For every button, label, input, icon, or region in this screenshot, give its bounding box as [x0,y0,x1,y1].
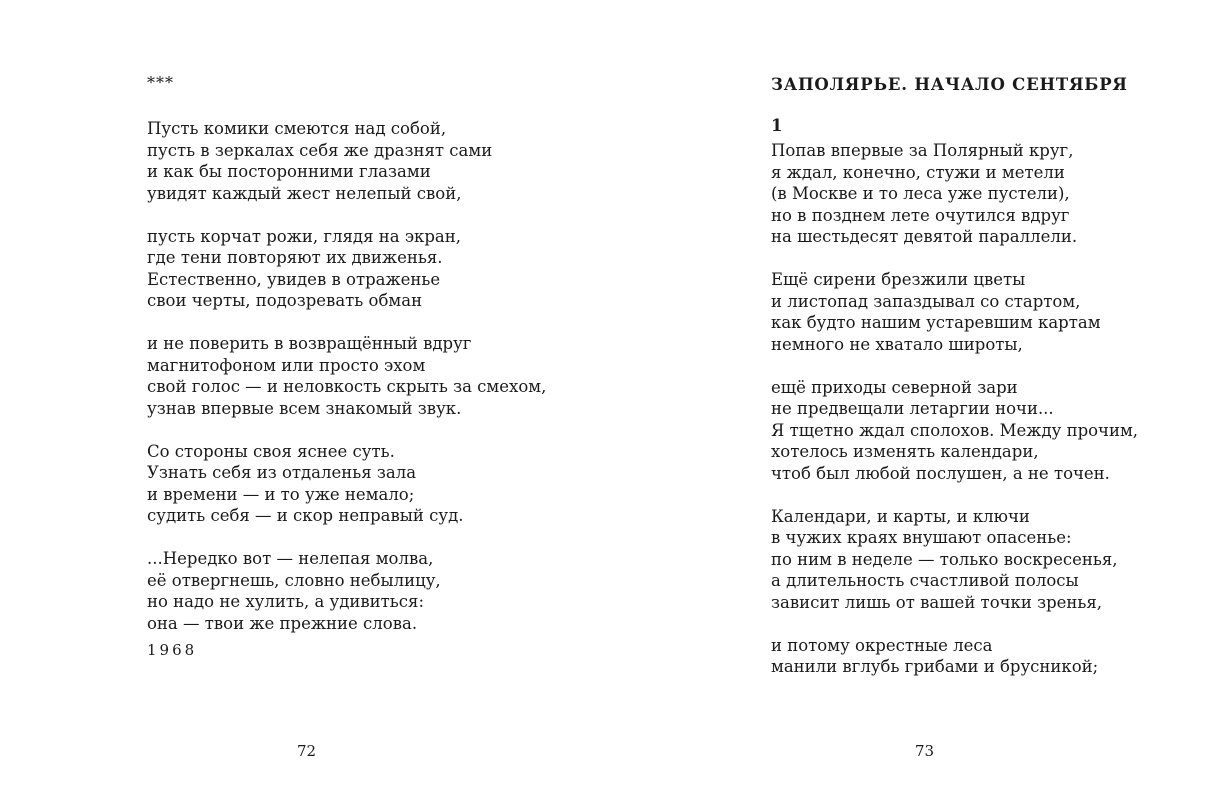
poem-line: Узнать себя из отдаленья зала [147,463,417,482]
poem-line: узнав впервые всем знакомый звук. [147,398,462,418]
poem-line: увидят каждый жест нелепый свой, [147,183,462,203]
stanza [147,333,546,419]
page-number: 73 [915,742,935,760]
right-page [615,0,1230,800]
poem-line: Ещё сирени брезжили цветы [771,270,1026,289]
poem-line: она — твои же прежние слова. [147,613,418,633]
stanza [147,548,546,634]
poem-line: магнитофоном или просто эхом [147,355,426,375]
poem-line: а длительность счастливой полосы [771,571,1079,590]
poem-line: Пусть комики смеются над собой, [147,119,447,138]
poem-line: Попав впервые за Полярный круг, [771,141,1074,160]
stanza [771,140,1138,248]
poem-line: в чужих краях внушают опасенье: [771,528,1072,547]
stanza [771,269,1138,355]
poem-year: 1968 [147,641,198,659]
page-number: 72 [297,742,317,760]
stanza [771,506,1138,614]
poem-line: не предвещали летаргии ночи... [771,399,1054,418]
poem-line: я ждал, конечно, стужи и метели [771,162,1065,182]
poem-line: свои черты, подозревать обман [147,291,423,310]
poem-line: как будто нашим устаревшим картам [771,313,1101,332]
poem-line: её отвергнешь, словно небылицу, [147,570,441,590]
poem-line: ещё приходы северной зари [771,377,1018,397]
section-number: 1 [771,116,783,135]
poem-line: и не поверить в возвращённый вдруг [147,334,472,353]
poem-line: пусть в зеркалах себя же дразнят сами [147,140,493,160]
poem-line: и как бы посторонними глазами [147,162,431,181]
poem-line: Естественно, увидев в отраженье [147,269,441,289]
stanza [147,226,546,312]
poem-line: но в позднем лете очутился вдруг [771,205,1070,225]
poem-line: Календари, и карты, и ключи [771,506,1030,526]
poem-line: и времени — и то уже немало; [147,484,415,504]
poem-line: где тени повторяют их движенья. [147,248,443,267]
poem-line: манили вглубь грибами и брусникой; [771,657,1099,676]
poem-line: и листопад запаздывал со стартом, [771,291,1081,311]
stanza [147,118,546,204]
poem-line: (в Москве и то леса уже пустели), [771,184,1070,203]
stanza [771,377,1138,485]
section-separator: *** [147,73,174,92]
poem-title: ЗАПОЛЯРЬЕ. НАЧАЛО СЕНТЯБРЯ [771,75,1128,94]
poem-line: по ним в неделе — только воскресенья, [771,549,1118,569]
poem-line: и потому окрестные леса [771,635,993,655]
poem-text [771,140,1138,699]
poem-line: судить себя — и скор неправый суд. [147,506,464,525]
poem-line: зависит лишь от вашей точки зренья, [771,592,1103,612]
poem-line: Я тщетно ждал сполохов. Между прочим, [771,420,1139,440]
poem-line: немного не хватало широты, [771,334,1023,354]
stanza [147,441,546,527]
stanza [771,635,1138,678]
poem-line: но надо не хулить, а удивиться: [147,592,425,611]
poem-line: Со стороны своя яснее суть. [147,441,395,461]
poem-line: чтоб был любой послушен, а не точен. [771,463,1110,483]
poem-text [147,118,546,656]
poem-line: свой голос — и неловкость скрыть за смехом, [147,377,547,396]
poem-line: ...Нередко вот — нелепая молва, [147,549,434,568]
poem-line: на шестьдесят девятой параллели. [771,227,1078,246]
poem-line: хотелось изменять календари, [771,442,1039,461]
poem-line: пусть корчат рожи, глядя на экран, [147,226,462,246]
